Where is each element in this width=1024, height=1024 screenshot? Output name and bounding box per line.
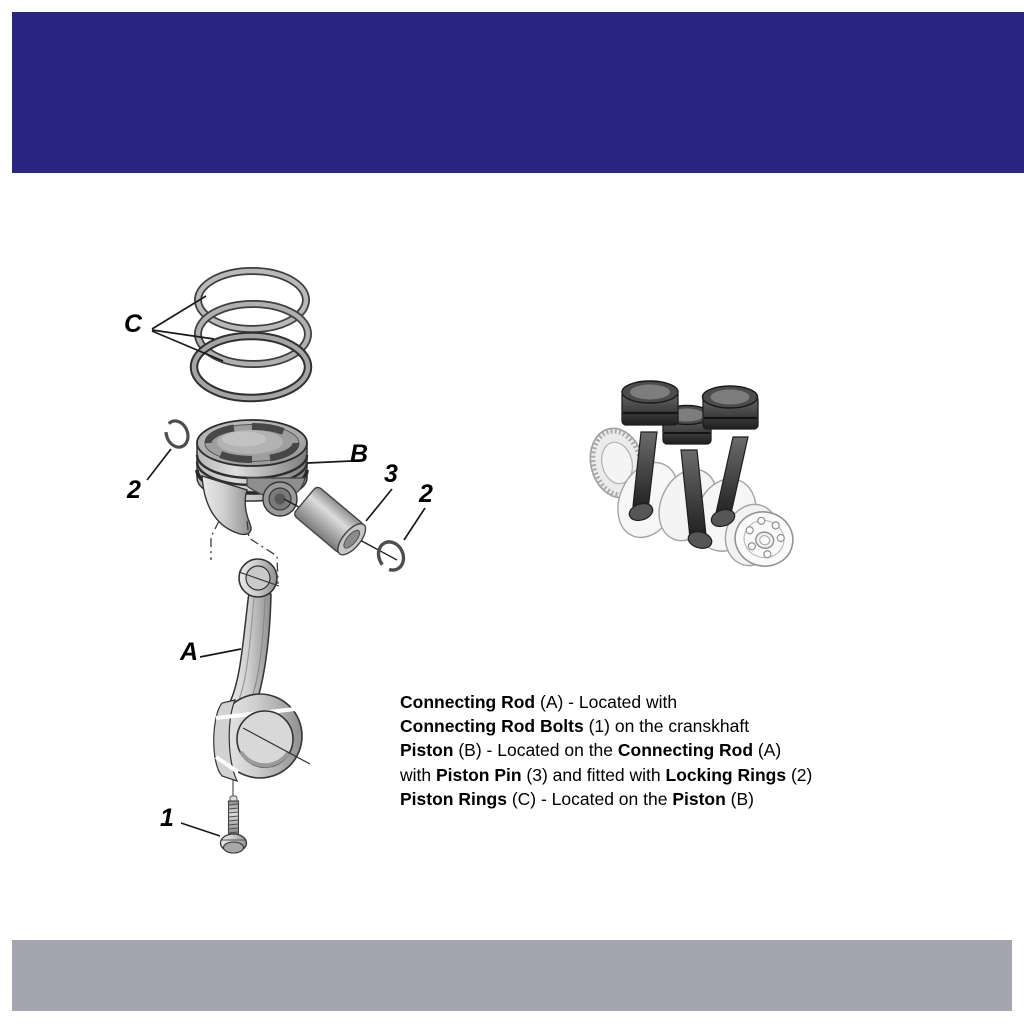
label-b-leader [308,461,351,463]
locking-ring-left-illustration [162,418,192,451]
description-line: Connecting Rod (A) - Located with [400,692,678,712]
piston-illustration [197,420,307,534]
label-locking-ring-left: 2 [127,476,141,504]
label-3-leader [366,489,392,521]
piston-rings-illustration [194,271,308,398]
description-line: Connecting Rod Bolts (1) on the cranskhaft [400,716,750,737]
connecting-rod-bolt-illustration [221,796,247,853]
assembled-crankshaft-illustration [583,381,798,573]
label-connecting-rod: A [180,638,199,666]
description-line: Piston Rings (C) - Located on the Piston (B) [400,788,755,809]
label-piston-rings: C [124,310,143,338]
label-2-right-leader [404,508,425,540]
connecting-rod-illustration [214,559,310,798]
description-line: with Piston Pin (3) and fitted with Locking Rings (2) [400,764,813,785]
label-2-left-leader [147,449,171,480]
label-a-leader [200,649,241,657]
description-line: Piston (B) - Located on the Connecting Rod (A) [400,740,782,761]
piston-pin-illustration [293,485,371,559]
label-piston-pin: 3 [384,460,398,488]
label-locking-ring-right: 2 [419,480,433,508]
label-1-leader [181,823,220,836]
parts-description [400,690,900,811]
label-bolt: 1 [160,804,174,832]
label-piston: B [350,440,369,468]
